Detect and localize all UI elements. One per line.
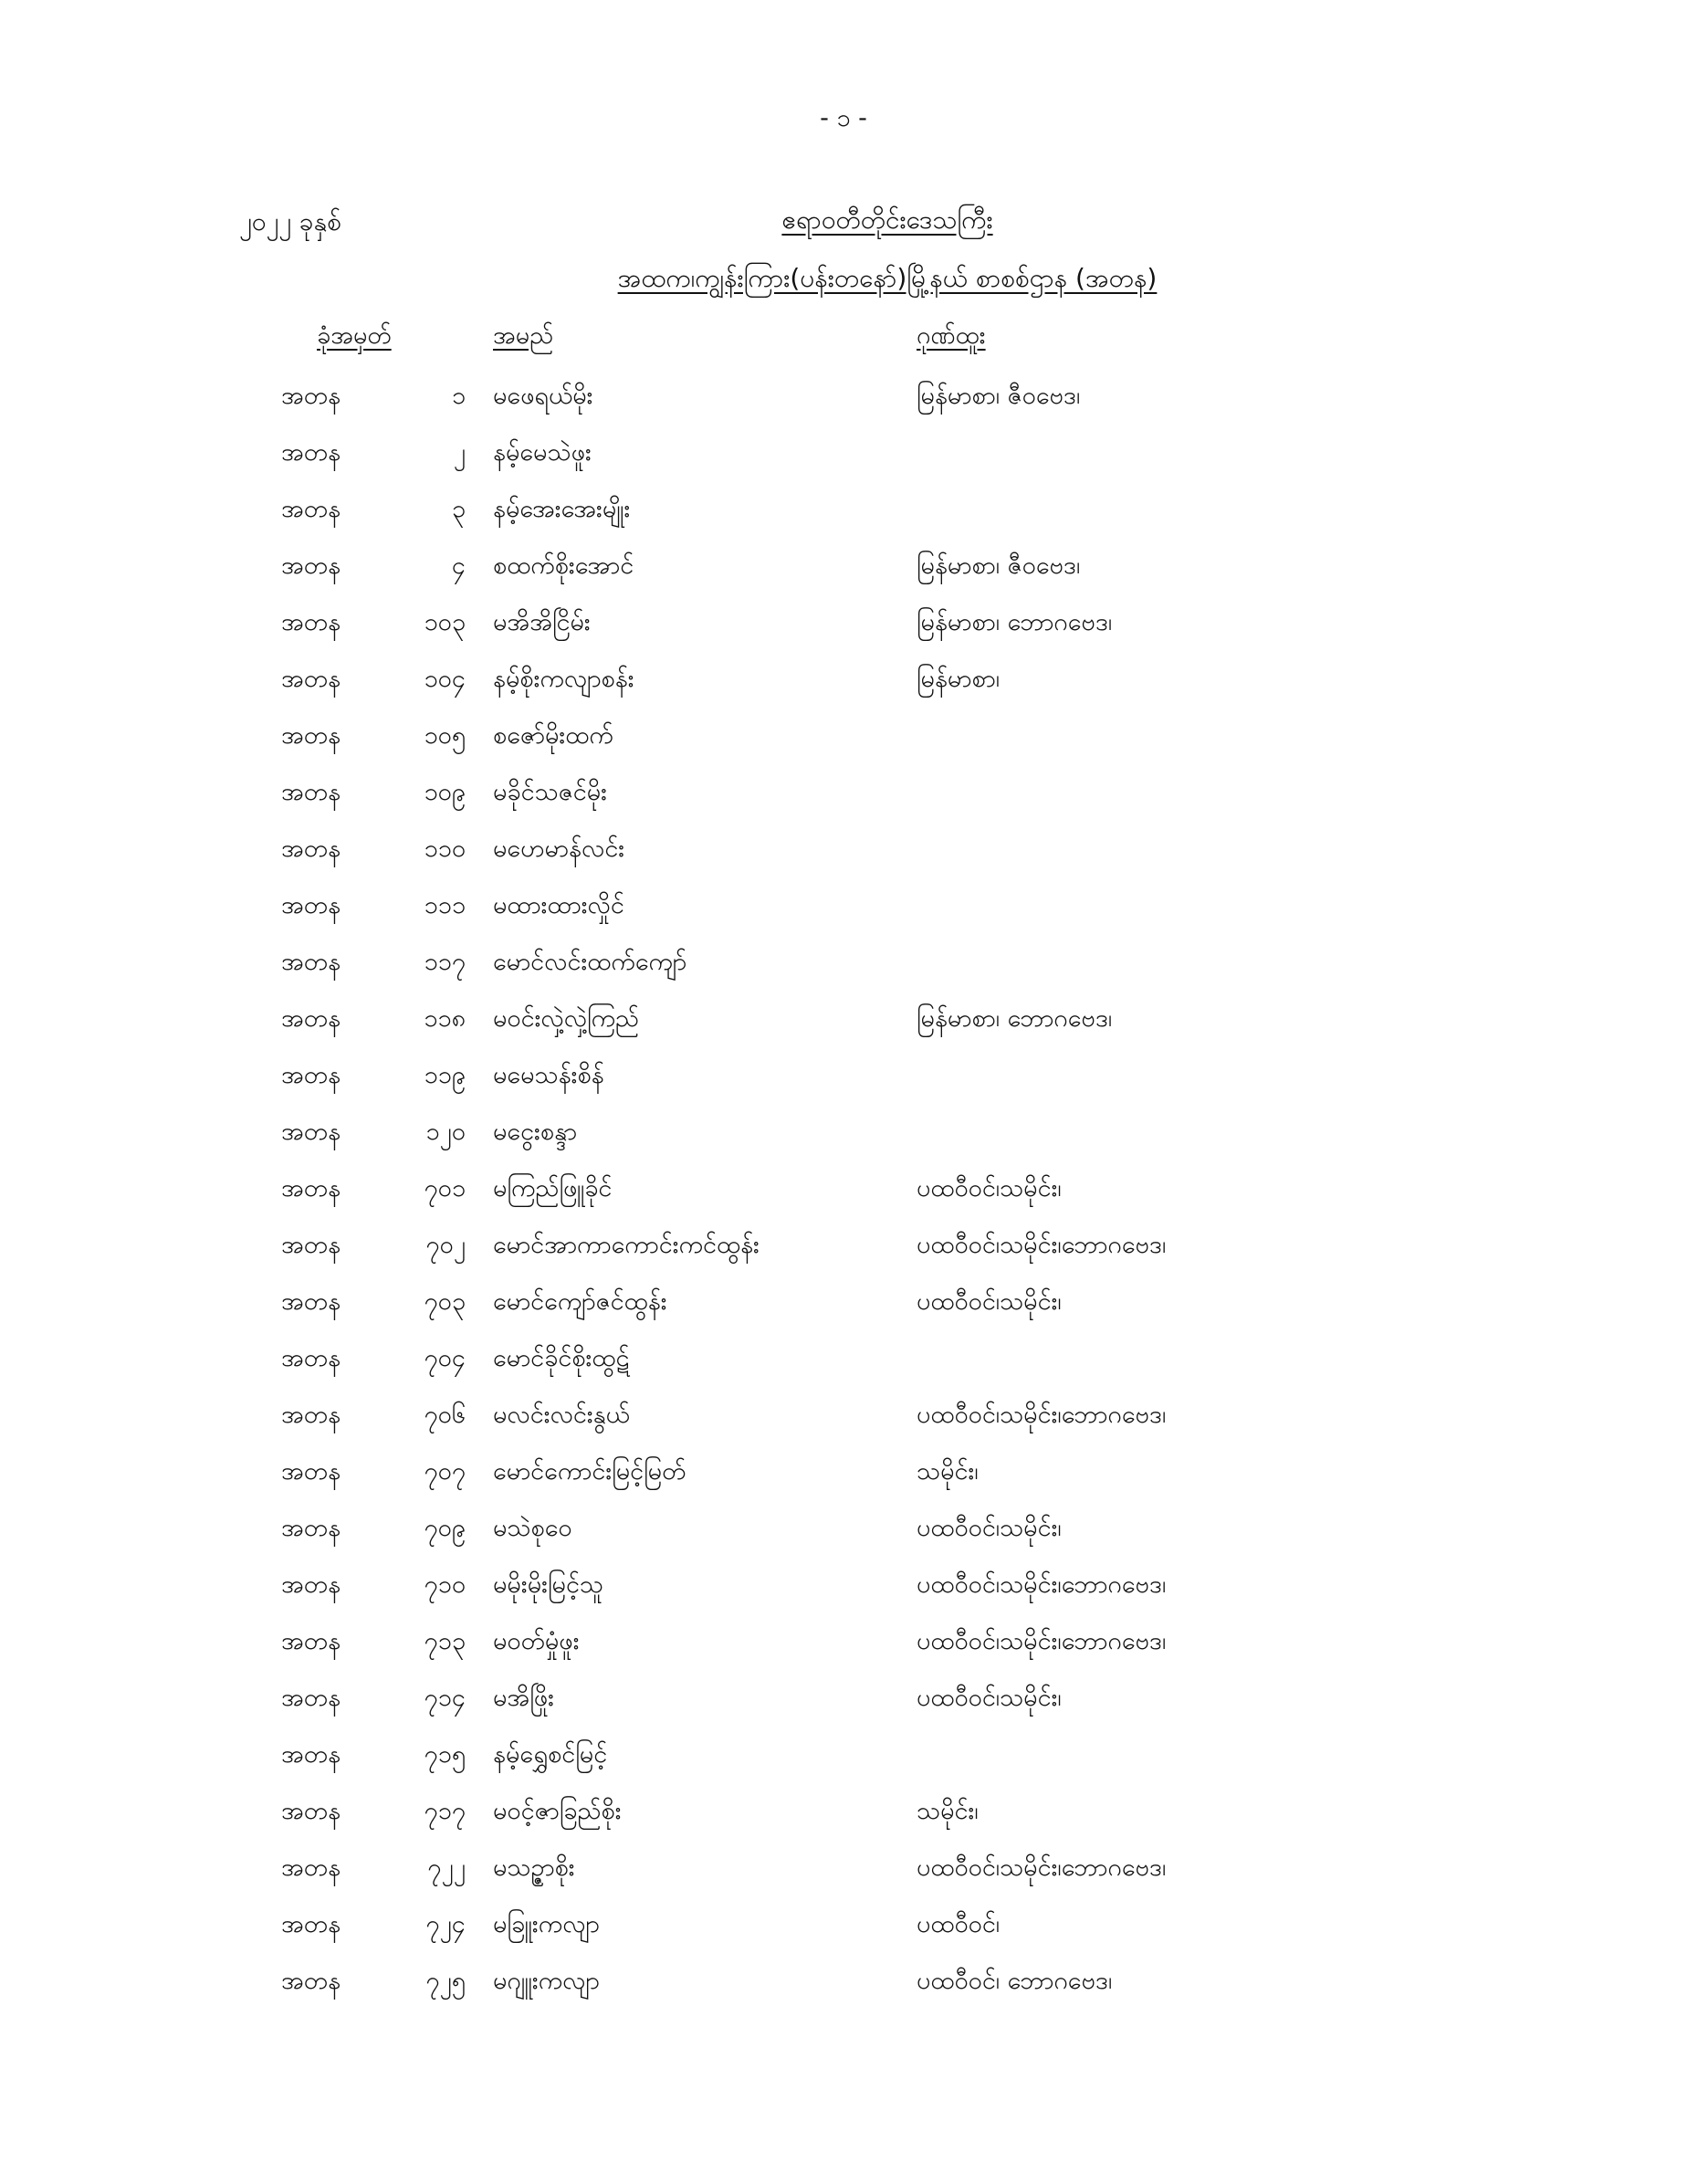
roll-prefix: အတန	[281, 1853, 341, 1882]
header-distinction: ဂုဏ်ထူး	[917, 321, 986, 350]
distinction-subjects: မြန်မာစာ၊	[917, 665, 1001, 693]
student-name: မဝတ်မှုံဖူး	[493, 1627, 580, 1655]
list-item	[0, 1620, 1687, 1676]
results-list	[0, 374, 1687, 2016]
distinction-subjects: ပထဝီဝင်၊	[917, 1910, 1001, 1938]
list-item	[0, 1337, 1687, 1393]
list-item	[0, 601, 1687, 657]
roll-prefix: အတန	[281, 1514, 341, 1542]
roll-number: ၁၁၁	[424, 891, 466, 919]
student-name: မောင်ကျော်ဇင်ထွန်း	[493, 1287, 667, 1316]
roll-prefix: အတန	[281, 438, 341, 467]
list-item	[0, 1280, 1687, 1337]
roll-prefix: အတန	[281, 382, 341, 410]
roll-number: ၄	[451, 551, 466, 580]
roll-number: ၇၂၂	[427, 1853, 466, 1882]
roll-number: ၇၂၅	[425, 1967, 466, 1995]
list-item	[0, 657, 1687, 714]
roll-prefix: အတန	[281, 948, 341, 976]
student-name: မဝင်းလှဲ့လှဲ့ကြည်	[493, 1004, 640, 1033]
roll-prefix: အတန	[281, 495, 341, 523]
roll-prefix: အတန	[281, 1457, 341, 1486]
roll-number: ၁၀၉	[424, 778, 466, 806]
roll-number: ၁၀၅	[424, 721, 466, 750]
roll-prefix: အတန	[281, 1061, 341, 1089]
list-item	[0, 827, 1687, 884]
roll-prefix: အတန	[281, 1174, 341, 1202]
roll-prefix: အတန	[281, 778, 341, 806]
distinction-subjects: မြန်မာစာ၊ ဘောဂဗေဒ၊	[917, 608, 1113, 636]
list-item	[0, 997, 1687, 1054]
roll-number: ၇၀၃	[424, 1287, 466, 1316]
exam-center-title: အထက၊ကျွန်းကြား(ပန်းတနော်)မြို့နယ် စာစစ်ဌာန (အတန)	[617, 263, 1158, 293]
student-name: မထားထားလှိုင်	[493, 891, 624, 919]
student-name: နမ့်ရွှေစင်မြင့်	[493, 1740, 608, 1769]
roll-prefix: အတန	[281, 665, 341, 693]
distinction-subjects: ပထဝီဝင်၊ ဘောဂဗေဒ၊	[917, 1967, 1113, 1995]
student-name: မအိဖြိုး	[493, 1684, 555, 1712]
distinction-subjects: ပထဝီဝင်၊သမိုင်း၊	[917, 1287, 1062, 1316]
roll-number: ၇၁၄	[424, 1684, 466, 1712]
roll-prefix: အတန	[281, 1740, 341, 1769]
roll-number: ၁၀၄	[424, 665, 466, 693]
list-item	[0, 544, 1687, 601]
roll-number: ၇၀၉	[424, 1514, 466, 1542]
list-item	[0, 1223, 1687, 1280]
roll-number: ၂	[453, 438, 466, 467]
roll-number: ၇၁၀	[424, 1570, 466, 1599]
roll-prefix: အတန	[281, 1004, 341, 1033]
student-name: မခြူးကလျာ	[493, 1910, 600, 1938]
student-name: မဝင့်ဇာခြည်စိုး	[493, 1797, 622, 1825]
roll-number: ၁၁၇	[424, 948, 466, 976]
roll-number: ၇၁၇	[424, 1797, 466, 1825]
student-name: မဂျူးကလျာ	[493, 1967, 600, 1995]
distinction-subjects: မြန်မာစာ၊ ဇီဝဗေဒ၊	[917, 382, 1081, 410]
roll-number: ၇၂၄	[425, 1910, 466, 1938]
distinction-subjects: ပထဝီဝင်၊သမိုင်း၊ဘောဂဗေဒ၊	[917, 1627, 1167, 1655]
distinction-subjects: ပထဝီဝင်၊သမိုင်း၊ဘောဂဗေဒ၊	[917, 1570, 1167, 1599]
student-name: နမ့်အေးအေးမျိုး	[493, 495, 631, 523]
list-item	[0, 1110, 1687, 1167]
roll-number: ၃	[451, 495, 466, 523]
list-item	[0, 771, 1687, 827]
list-item	[0, 714, 1687, 771]
roll-prefix: အတန	[281, 1287, 341, 1316]
student-name: နမ့်မေသဲဖူး	[493, 438, 592, 467]
roll-number: ၇၀၂	[425, 1231, 466, 1259]
distinction-subjects: ပထဝီဝင်၊သမိုင်း၊	[917, 1684, 1062, 1712]
roll-prefix: အတန	[281, 608, 341, 636]
distinction-subjects: ပထဝီဝင်၊သမိုင်း၊ဘောဂဗေဒ၊	[917, 1231, 1167, 1259]
student-name: စဇော်မိုးထက်	[493, 721, 613, 750]
student-name: မမေသန်းစိန်	[493, 1061, 604, 1089]
list-item	[0, 1790, 1687, 1846]
list-item	[0, 1167, 1687, 1223]
roll-prefix: အတန	[281, 1967, 341, 1995]
column-headers	[0, 320, 1687, 356]
roll-prefix: အတန	[281, 1118, 341, 1146]
roll-number: ၇၀၄	[424, 1344, 466, 1372]
distinction-subjects: သမိုင်း၊	[917, 1457, 979, 1486]
student-name: စထက်စိုးအောင်	[493, 551, 634, 580]
student-name: မသဉ္ဇာစိုး	[493, 1853, 575, 1882]
distinction-subjects: ပထဝီဝင်၊သမိုင်း၊ဘောဂဗေဒ၊	[917, 1853, 1167, 1882]
list-item	[0, 1676, 1687, 1733]
student-name: မောင်ကောင်းမြင့်မြတ်	[493, 1457, 686, 1486]
student-name: မခိုင်သဇင်မိုး	[493, 778, 608, 806]
roll-number: ၇၁၅	[424, 1740, 466, 1769]
distinction-subjects: မြန်မာစာ၊ ဘောဂဗေဒ၊	[917, 1004, 1113, 1033]
student-name: မကြည်ဖြူခိုင်	[493, 1174, 613, 1202]
page-number: - ၁ -	[820, 104, 867, 132]
roll-number: ၁၁၉	[424, 1061, 466, 1089]
roll-prefix: အတန	[281, 1231, 341, 1259]
list-item	[0, 431, 1687, 488]
roll-prefix: အတန	[281, 1627, 341, 1655]
roll-prefix: အတန	[281, 1684, 341, 1712]
student-name: မမိုးမိုးမြင့်သူ	[493, 1570, 604, 1599]
distinction-subjects: ပထဝီဝင်၊သမိုင်း၊ဘောဂဗေဒ၊	[917, 1401, 1167, 1429]
student-name: မအိအိငြိမ်း	[493, 608, 591, 636]
roll-number: ၇၀၇	[424, 1457, 466, 1486]
student-name: မလင်းလင်းနွယ်	[493, 1401, 630, 1429]
list-item	[0, 488, 1687, 544]
roll-number: ၁၁၀	[424, 835, 466, 863]
exam-year: ၂၀၂၂ ခုနှစ်	[239, 206, 341, 236]
roll-prefix: အတန	[281, 721, 341, 750]
list-item	[0, 1733, 1687, 1790]
roll-prefix: အတန	[281, 1401, 341, 1429]
list-item	[0, 1393, 1687, 1450]
list-item	[0, 1563, 1687, 1620]
student-name: မောင်အာကာကောင်းကင်ထွန်း	[493, 1231, 760, 1259]
student-name: မဟေမာန်လင်း	[493, 835, 625, 863]
roll-prefix: အတန	[281, 551, 341, 580]
distinction-subjects: ပထဝီဝင်၊သမိုင်း၊	[917, 1174, 1062, 1202]
roll-prefix: အတန	[281, 891, 341, 919]
roll-prefix: အတန	[281, 1570, 341, 1599]
list-item	[0, 1450, 1687, 1507]
roll-number: ၁၂၀	[425, 1118, 466, 1146]
roll-prefix: အတန	[281, 1797, 341, 1825]
roll-number: ၇၀၆	[424, 1401, 466, 1429]
roll-number: ၁	[451, 382, 466, 410]
region-title: ဧရာဝတီတိုင်းဒေသကြီး	[781, 205, 993, 235]
roll-number: ၁၁၈	[424, 1004, 466, 1033]
student-name: နမ့်စိုးကလျာစန်း	[493, 665, 634, 693]
list-item	[0, 1959, 1687, 2016]
header-roll-number: ခုံအမှတ်	[317, 321, 392, 350]
roll-prefix: အတန	[281, 835, 341, 863]
distinction-subjects: သမိုင်း၊	[917, 1797, 979, 1825]
list-item	[0, 940, 1687, 997]
distinction-subjects: မြန်မာစာ၊ ဇီဝဗေဒ၊	[917, 551, 1081, 580]
list-item	[0, 1846, 1687, 1903]
student-name: မောင်လင်းထက်ကျော်	[493, 948, 687, 976]
header-name: အမည်	[493, 321, 554, 350]
student-name: မငွေးစန္ဒာ	[493, 1118, 578, 1146]
distinction-subjects: ပထဝီဝင်၊သမိုင်း၊	[917, 1514, 1062, 1542]
list-item	[0, 1054, 1687, 1110]
list-item	[0, 884, 1687, 940]
list-item	[0, 1903, 1687, 1959]
list-item	[0, 374, 1687, 431]
roll-number: ၇၁၃	[424, 1627, 466, 1655]
list-item	[0, 1507, 1687, 1563]
roll-number: ၇၀၁	[424, 1174, 466, 1202]
roll-prefix: အတန	[281, 1910, 341, 1938]
roll-prefix: အတန	[281, 1344, 341, 1372]
student-name: မသဲစုဝေ	[493, 1514, 572, 1542]
roll-number: ၁၀၃	[424, 608, 466, 636]
student-name: မောင်ခိုင်စိုးထွဋ်	[493, 1344, 630, 1372]
student-name: မဖေရယ်မိုး	[493, 382, 593, 410]
